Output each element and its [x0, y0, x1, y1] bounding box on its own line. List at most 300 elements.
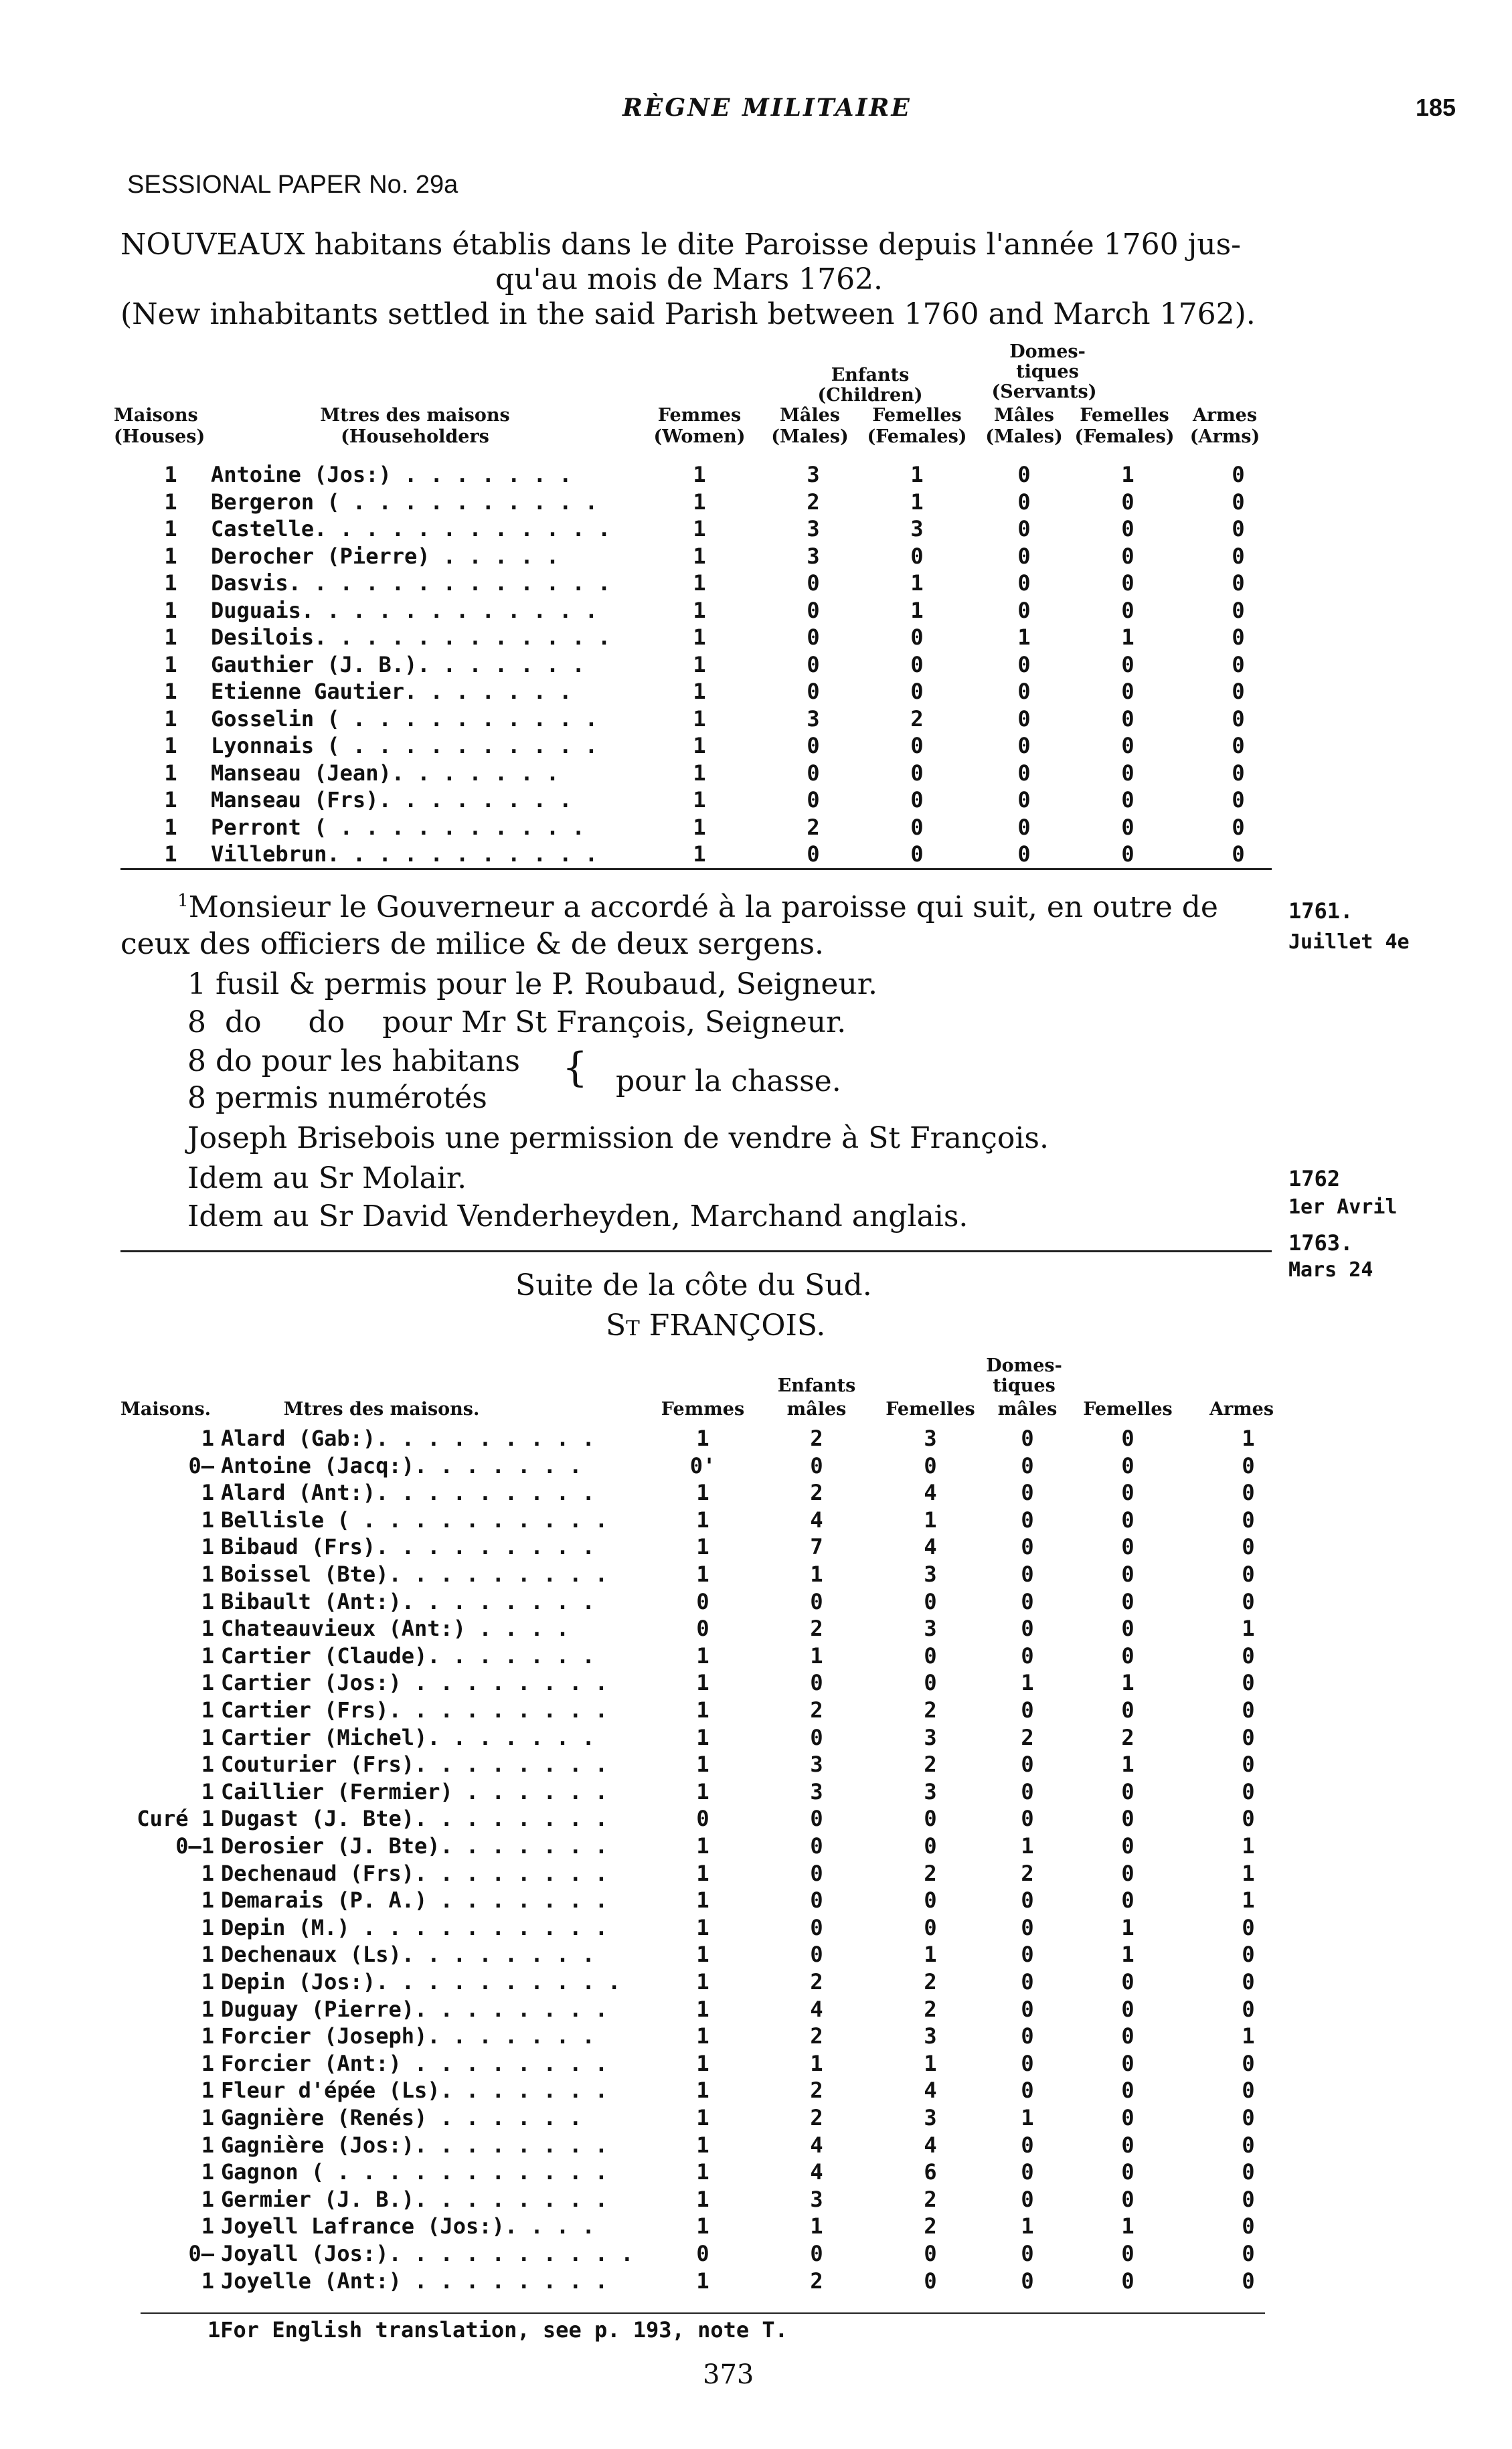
cell-smale: 0	[1021, 1914, 1034, 1940]
cell-women: 1	[696, 1534, 709, 1560]
cell-sfem: 1	[1121, 1670, 1135, 1696]
cell-arms: 0	[1232, 516, 1245, 541]
cell-boys: 3	[810, 2186, 823, 2212]
cell-house: 1	[201, 2159, 214, 2185]
cell-smale: 0	[1021, 1697, 1034, 1723]
cell-smale: 0	[1021, 1588, 1034, 1614]
cell-women: 0'	[689, 1452, 716, 1479]
cell-sfem: 0	[1121, 733, 1135, 758]
cell-arms: 0	[1242, 1670, 1255, 1696]
cell-sfem: 1	[1121, 1752, 1135, 1778]
cell-arms: 0	[1232, 624, 1245, 650]
cell-sfem: 0	[1121, 2105, 1135, 2130]
cell-house: 1	[201, 2132, 214, 2158]
cell-women: 1	[696, 1969, 709, 1995]
cell-boys: 2	[807, 814, 820, 840]
cell-sfem: 0	[1121, 570, 1135, 596]
t2-header-males2: mâles	[997, 1399, 1058, 1420]
cell-name: Bellisle ( . . . . . . . . . .	[221, 1507, 608, 1533]
t1-header-femelles2: Femelles	[1080, 405, 1169, 426]
cell-boys: 2	[810, 2268, 823, 2294]
cell-women: 1	[696, 1942, 709, 1968]
cell-sfem: 0	[1121, 1507, 1135, 1533]
table-row	[0, 815, 1512, 841]
intro-line-3: (New inhabitants settled in the said Parish between 1760 and March 1762).	[120, 297, 1256, 331]
cell-name: Etienne Gautier. . . . . . .	[211, 679, 572, 704]
cell-arms: 0	[1242, 2132, 1255, 2158]
cell-women: 1	[693, 651, 706, 677]
cell-girls: 0	[924, 2268, 937, 2294]
cell-boys: 0	[807, 760, 820, 786]
cell-boys: 0	[810, 2241, 823, 2266]
t1-header-femelles: Femelles	[872, 405, 962, 426]
cell-arms: 0	[1242, 2105, 1255, 2130]
cell-women: 1	[696, 1752, 709, 1778]
cell-name: Gagnière (Renés) . . . . . .	[221, 2105, 582, 2130]
cell-smale: 0	[1017, 814, 1031, 840]
cell-house: 1	[201, 1670, 214, 1696]
cell-smale: 1	[1021, 1670, 1034, 1696]
margin-year-1762: 1762	[1288, 1166, 1341, 1191]
cell-sfem: 0	[1121, 1642, 1135, 1669]
t2-header-enfants: Enfants	[777, 1375, 856, 1396]
cell-sfem: 0	[1121, 679, 1135, 704]
cell-house: 1	[201, 1588, 214, 1614]
table-row	[0, 2268, 1512, 2295]
cell-smale: 0	[1021, 1887, 1034, 1914]
cell-smale: 0	[1017, 570, 1031, 596]
cell-house: 0—	[188, 1452, 214, 1479]
margin-date-mars: Mars 24	[1288, 1258, 1373, 1282]
cell-women: 1	[696, 1724, 709, 1750]
table-row	[0, 489, 1512, 516]
table-row	[0, 679, 1512, 705]
cell-house: 1	[201, 1480, 214, 1506]
cell-house: 1	[201, 1860, 214, 1886]
cell-women: 1	[696, 2023, 709, 2049]
cell-sfem: 0	[1121, 814, 1135, 840]
cell-house: 1	[201, 2078, 214, 2104]
cell-arms: 0	[1242, 1697, 1255, 1723]
cell-women: 0	[696, 1616, 709, 1642]
cell-arms: 1	[1242, 1616, 1255, 1642]
cell-sfem: 0	[1121, 2050, 1135, 2076]
cell-women: 1	[696, 1426, 709, 1451]
table-row	[0, 1643, 1512, 1670]
t2-header-femmes: Femmes	[661, 1399, 745, 1420]
cell-smale: 0	[1017, 543, 1031, 569]
table-row	[0, 2241, 1512, 2268]
table-row	[0, 2132, 1512, 2159]
cell-house: 1	[201, 1561, 214, 1587]
cell-smale: 0	[1017, 841, 1031, 867]
cell-smale: 0	[1017, 733, 1031, 758]
cell-boys: 3	[810, 1752, 823, 1778]
grant-line-4: 8 do do pour Mr St François, Seigneur.	[187, 1005, 847, 1039]
margin-date-juillet: Juillet 4e	[1288, 930, 1410, 954]
t1-header-females2-en: (Females)	[1074, 426, 1175, 447]
cell-girls: 2	[910, 705, 924, 732]
running-title: RÈGNE MILITAIRE	[622, 94, 912, 122]
cell-house: 1	[164, 814, 177, 840]
cell-women: 1	[693, 516, 706, 541]
cell-name: Joyell Lafrance (Jos:). . . .	[221, 2213, 595, 2240]
cell-arms: 1	[1242, 1833, 1255, 1859]
cell-women: 1	[696, 1887, 709, 1914]
cell-women: 0	[696, 2241, 709, 2266]
cell-girls: 0	[910, 624, 924, 650]
t1-header-armes: Armes	[1192, 405, 1258, 426]
cell-girls: 2	[924, 2213, 937, 2240]
cell-women: 1	[693, 760, 706, 786]
grant-line-3: 1 fusil & permis pour le P. Roubaud, Seigneur.	[187, 967, 877, 1001]
grant-line-9: Idem au Sr David Venderheyden, Marchand anglais.	[187, 1199, 969, 1234]
t1-header-enfants: Enfants	[831, 365, 910, 386]
section-title: Suite de la côte du Sud.	[515, 1268, 872, 1302]
cell-sfem: 1	[1121, 462, 1135, 487]
table-row	[0, 1779, 1512, 1806]
cell-boys: 2	[810, 2078, 823, 2104]
cell-house: 1	[201, 2023, 214, 2049]
table-row	[0, 570, 1512, 597]
cell-girls: 3	[924, 1778, 937, 1804]
table-row	[0, 1426, 1512, 1452]
cell-sfem: 0	[1121, 1806, 1135, 1832]
cell-name: Perront ( . . . . . . . . . .	[211, 814, 585, 840]
cell-house: 1	[164, 516, 177, 541]
cell-boys: 0	[810, 1670, 823, 1696]
cell-house: 1	[164, 705, 177, 732]
cell-house: 1	[201, 1887, 214, 1914]
table-row	[0, 516, 1512, 543]
cell-name: Cartier (Claude). . . . . . .	[221, 1642, 595, 1669]
cell-sfem: 0	[1121, 2132, 1135, 2158]
cell-women: 1	[696, 1697, 709, 1723]
t1-header-femmes: Femmes	[657, 405, 742, 426]
cell-boys: 3	[807, 705, 820, 732]
cell-name: Alard (Ant:). . . . . . . . .	[221, 1480, 595, 1506]
cell-boys: 0	[810, 1914, 823, 1940]
cell-boys: 0	[810, 1588, 823, 1614]
cell-girls: 3	[910, 516, 924, 541]
cell-smale: 0	[1021, 2241, 1034, 2266]
cell-name: Derosier (J. Bte). . . . . . .	[221, 1833, 608, 1859]
cell-smale: 0	[1017, 787, 1031, 813]
cell-girls: 0	[924, 1833, 937, 1859]
cell-arms: 0	[1242, 2241, 1255, 2266]
cell-smale: 0	[1021, 1642, 1034, 1669]
cell-house: 1	[201, 1534, 214, 1560]
t2-header-armes: Armes	[1209, 1399, 1274, 1420]
cell-name: Gosselin ( . . . . . . . . . .	[211, 705, 598, 732]
table-row	[0, 1589, 1512, 1616]
cell-name: Villebrun. . . . . . . . . . .	[211, 841, 598, 867]
cell-women: 1	[696, 1642, 709, 1669]
cell-name: Fleur d'épée (Ls). . . . . . .	[221, 2078, 608, 2104]
cell-arms: 0	[1242, 1480, 1255, 1506]
cell-arms: 0	[1232, 733, 1245, 758]
cell-arms: 0	[1242, 1507, 1255, 1533]
cell-name: Cartier (Frs). . . . . . . . .	[221, 1697, 608, 1723]
cell-girls: 4	[924, 2078, 937, 2104]
cell-arms: 0	[1232, 489, 1245, 515]
cell-smale: 0	[1017, 462, 1031, 487]
cell-house: 1	[164, 624, 177, 650]
table-row	[0, 1697, 1512, 1724]
cell-smale: 1	[1021, 2213, 1034, 2240]
cell-sfem: 0	[1121, 760, 1135, 786]
cell-sfem: 0	[1121, 1561, 1135, 1587]
table-row	[0, 706, 1512, 733]
table-row	[0, 1480, 1512, 1507]
cell-sfem: 0	[1121, 1534, 1135, 1560]
cell-women: 1	[693, 841, 706, 867]
cell-house: 1	[201, 1778, 214, 1804]
cell-house: 1	[201, 1996, 214, 2022]
cell-arms: 0	[1242, 1588, 1255, 1614]
cell-house: 1	[164, 597, 177, 623]
table-row	[0, 841, 1512, 868]
cell-smale: 2	[1021, 1860, 1034, 1886]
cell-arms: 0	[1242, 2213, 1255, 2240]
cell-smale: 0	[1017, 516, 1031, 541]
cell-women: 1	[696, 1996, 709, 2022]
cell-house: 1	[201, 1426, 214, 1451]
cell-boys: 2	[810, 2023, 823, 2049]
cell-women: 1	[693, 597, 706, 623]
cell-boys: 0	[810, 1833, 823, 1859]
cell-name: Lyonnais ( . . . . . . . . . .	[211, 733, 598, 758]
cell-girls: 1	[924, 2050, 937, 2076]
cell-smale: 0	[1021, 2023, 1034, 2049]
cell-women: 1	[693, 814, 706, 840]
grant-line-1	[177, 890, 1218, 924]
cell-name: Antoine (Jos:) . . . . . . .	[211, 462, 572, 487]
cell-girls: 4	[924, 2132, 937, 2158]
cell-name: Joyall (Jos:). . . . . . . . . .	[221, 2241, 634, 2266]
cell-boys: 1	[810, 2050, 823, 2076]
cell-sfem: 0	[1121, 787, 1135, 813]
cell-sfem: 0	[1121, 2241, 1135, 2266]
cell-smale: 0	[1021, 1534, 1034, 1560]
table-row	[0, 733, 1512, 760]
cell-smale: 0	[1021, 1969, 1034, 1995]
cell-boys: 3	[807, 462, 820, 487]
cell-arms: 0	[1242, 2078, 1255, 2104]
cell-girls: 0	[924, 1642, 937, 1669]
cell-arms: 0	[1242, 1969, 1255, 1995]
cell-girls: 3	[924, 2105, 937, 2130]
cell-sfem: 0	[1121, 2159, 1135, 2185]
cell-smale: 0	[1021, 1778, 1034, 1804]
cell-girls: 2	[924, 1996, 937, 2022]
cell-arms: 0	[1242, 1724, 1255, 1750]
cell-sfem: 0	[1121, 705, 1135, 732]
cell-name: Forcier (Joseph). . . . . . .	[221, 2023, 595, 2049]
cell-girls: 0	[910, 679, 924, 704]
cell-women: 1	[696, 1480, 709, 1506]
cell-smale: 0	[1021, 2268, 1034, 2294]
cell-women: 1	[693, 570, 706, 596]
cell-girls: 1	[910, 489, 924, 515]
cell-arms: 0	[1232, 597, 1245, 623]
cell-boys: 2	[810, 2105, 823, 2130]
cell-women: 1	[696, 1561, 709, 1587]
cell-women: 1	[696, 1670, 709, 1696]
cell-boys: 0	[807, 787, 820, 813]
cell-house: 1	[201, 2050, 214, 2076]
cell-boys: 0	[807, 679, 820, 704]
cell-sfem: 0	[1121, 2078, 1135, 2104]
cell-house: 1	[164, 462, 177, 487]
cell-women: 1	[693, 679, 706, 704]
cell-arms: 0	[1232, 679, 1245, 704]
t1-header-women: (Women)	[653, 426, 746, 447]
cell-boys: 1	[810, 2213, 823, 2240]
cell-smale: 1	[1021, 1833, 1034, 1859]
cell-house: 1	[201, 2213, 214, 2240]
cell-arms: 0	[1232, 787, 1245, 813]
cell-sfem: 0	[1121, 1969, 1135, 1995]
cell-girls: 2	[924, 1752, 937, 1778]
cell-sfem: 0	[1121, 1833, 1135, 1859]
cell-girls: 1	[910, 462, 924, 487]
cell-arms: 0	[1232, 543, 1245, 569]
cell-house: 1	[201, 1724, 214, 1750]
cell-name: Bibault (Ant:). . . . . . . .	[221, 1588, 595, 1614]
cell-boys: 7	[810, 1534, 823, 1560]
margin-year-1761: 1761.	[1288, 898, 1353, 924]
cell-girls: 0	[924, 1887, 937, 1914]
table-row	[0, 1942, 1512, 1968]
table-row	[0, 1806, 1512, 1833]
cell-boys: 4	[810, 1507, 823, 1533]
cell-women: 1	[696, 2105, 709, 2130]
t1-header-maisons: Maisons	[114, 405, 198, 426]
cell-arms: 0	[1242, 1914, 1255, 1940]
cell-smale: 0	[1017, 705, 1031, 732]
cell-arms: 1	[1242, 2023, 1255, 2049]
table-row	[0, 1561, 1512, 1588]
cell-women: 1	[693, 543, 706, 569]
cell-girls: 0	[910, 651, 924, 677]
cell-sfem: 0	[1121, 1452, 1135, 1479]
t1-header-tiques: tiques	[1016, 361, 1079, 382]
cell-smale: 0	[1021, 2186, 1034, 2212]
cell-boys: 2	[810, 1969, 823, 1995]
cell-women: 1	[696, 2132, 709, 2158]
cell-boys: 0	[807, 651, 820, 677]
table-row	[0, 1534, 1512, 1561]
grant-line-5b: pour la chasse.	[616, 1064, 841, 1098]
cell-arms: 0	[1242, 1778, 1255, 1804]
cell-arms: 0	[1242, 1942, 1255, 1968]
cell-women: 1	[696, 2159, 709, 2185]
t2-header-domes: Domes-	[986, 1355, 1062, 1376]
table-row	[0, 787, 1512, 814]
t2-header-tiques: tiques	[993, 1375, 1056, 1396]
cell-women: 1	[696, 2186, 709, 2212]
cell-boys: 0	[807, 841, 820, 867]
table-row	[0, 624, 1512, 651]
table-row	[0, 2213, 1512, 2240]
cell-name: Joyelle (Ant:) . . . . . . . .	[221, 2268, 608, 2294]
cell-women: 1	[693, 705, 706, 732]
cell-sfem: 1	[1121, 624, 1135, 650]
cell-boys: 2	[810, 1697, 823, 1723]
cell-house: 1	[201, 1752, 214, 1778]
cell-arms: 1	[1242, 1887, 1255, 1914]
cell-girls: 3	[924, 2023, 937, 2049]
table-row	[0, 652, 1512, 679]
cell-girls: 0	[924, 1914, 937, 1940]
cell-arms: 0	[1242, 2186, 1255, 2212]
table-row	[0, 2023, 1512, 2050]
table-row	[0, 1725, 1512, 1752]
cell-sfem: 2	[1121, 1724, 1135, 1750]
t1-header-mtres: Mtres des maisons	[320, 405, 510, 426]
cell-sfem: 0	[1121, 651, 1135, 677]
cell-girls: 4	[924, 1534, 937, 1560]
grant-line-2: ceux des officiers de milice & de deux sergens.	[120, 927, 825, 961]
cell-smale: 1	[1017, 624, 1031, 650]
cell-house: 1	[201, 1697, 214, 1723]
cell-boys: 0	[810, 1452, 823, 1479]
cell-name: Demarais (P. A.) . . . . . . .	[221, 1887, 608, 1914]
cell-smale: 0	[1021, 1452, 1034, 1479]
cell-arms: 0	[1242, 1561, 1255, 1587]
cell-arms: 1	[1242, 1426, 1255, 1451]
cell-arms: 0	[1242, 1996, 1255, 2022]
cell-boys: 2	[807, 489, 820, 515]
cell-sfem: 0	[1121, 2268, 1135, 2294]
cell-smale: 0	[1017, 760, 1031, 786]
cell-smale: 1	[1021, 2105, 1034, 2130]
grant-line-1-text: Monsieur le Gouverneur a accordé à la paroisse qui suit, en outre de	[188, 890, 1218, 924]
cell-boys: 3	[810, 1778, 823, 1804]
t2-header-femelles2: Femelles	[1083, 1399, 1173, 1420]
cell-arms: 0	[1242, 1452, 1255, 1479]
cell-women: 1	[693, 489, 706, 515]
cell-boys: 0	[807, 624, 820, 650]
t1-header-arms: (Arms)	[1189, 426, 1260, 447]
page-number: 185	[1416, 94, 1456, 121]
margin-date-avril: 1er Avril	[1288, 1195, 1398, 1219]
cell-girls: 4	[924, 1480, 937, 1506]
cell-smale: 0	[1021, 1426, 1034, 1451]
cell-women: 1	[696, 1833, 709, 1859]
cell-smale: 0	[1021, 1616, 1034, 1642]
divider	[120, 868, 1272, 870]
cell-boys: 0	[807, 570, 820, 596]
cell-name: Cartier (Michel). . . . . . .	[221, 1724, 595, 1750]
t1-header-males2: Mâles	[993, 405, 1055, 426]
cell-name: Chateauvieux (Ant:) . . . .	[221, 1616, 570, 1642]
cell-sfem: 0	[1121, 543, 1135, 569]
table-row	[0, 1670, 1512, 1697]
grant-line-5: 8 do pour les habitans	[187, 1044, 520, 1078]
cell-boys: 2	[810, 1426, 823, 1451]
cell-sfem: 0	[1121, 1778, 1135, 1804]
cell-smale: 2	[1021, 1724, 1034, 1750]
cell-sfem: 0	[1121, 1616, 1135, 1642]
brace-icon: {	[562, 1044, 588, 1091]
table-row	[0, 1616, 1512, 1642]
cell-boys: 3	[807, 543, 820, 569]
cell-house: 1	[164, 787, 177, 813]
cell-house: 1	[164, 543, 177, 569]
cell-name: Bibaud (Frs). . . . . . . . .	[221, 1534, 595, 1560]
